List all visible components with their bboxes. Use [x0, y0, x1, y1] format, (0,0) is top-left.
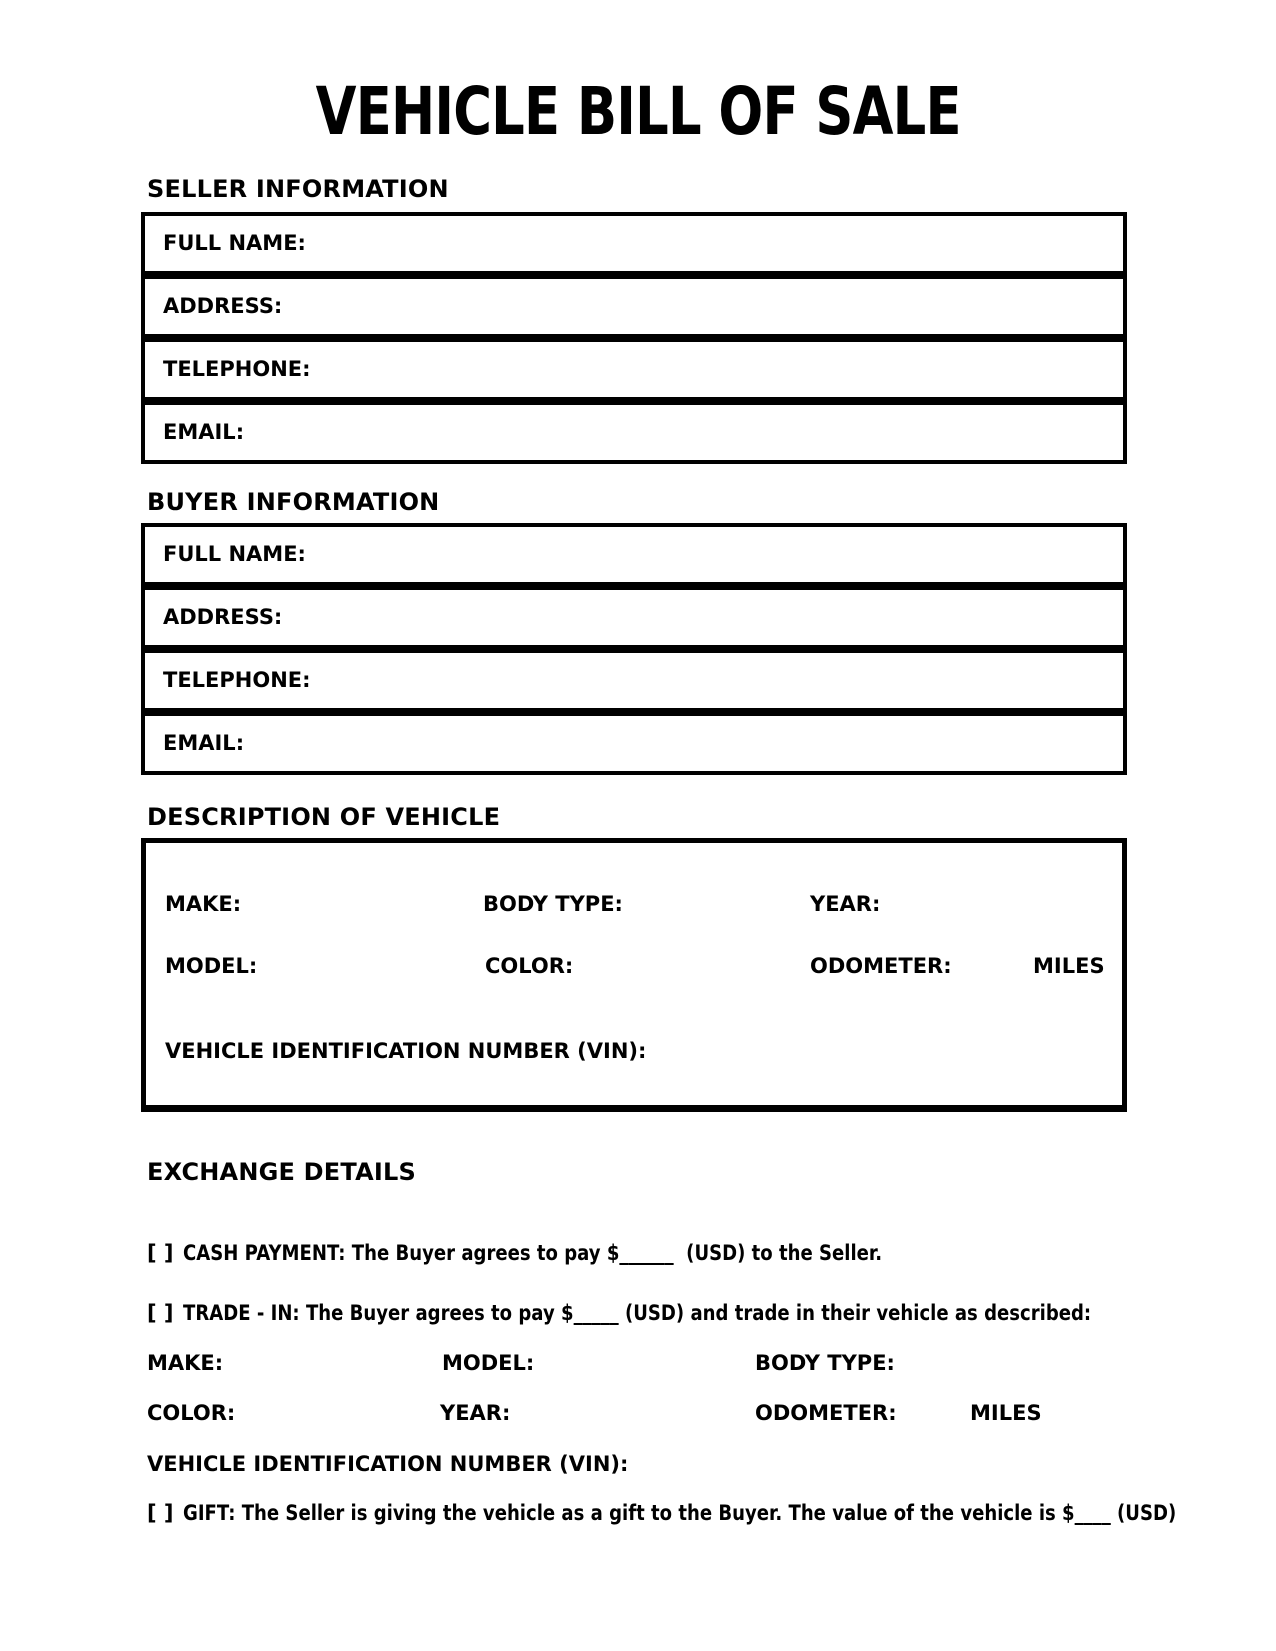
trade-odometer-label: ODOMETER:	[755, 1401, 897, 1425]
trade-vin-label: VEHICLE IDENTIFICATION NUMBER (VIN):	[147, 1452, 629, 1476]
buyer-address-field[interactable]	[141, 586, 1127, 649]
vehicle-body-type-label: BODY TYPE:	[483, 892, 623, 916]
trade-vehicle-row-2	[0, 1403, 1276, 1425]
gift-text: GIFT: The Seller is giving the vehicle as a gift to the Buyer. The value of the vehicle is $____ (USD)	[182, 1501, 1176, 1525]
gift-checkbox[interactable]: [ ]	[147, 1501, 174, 1525]
trade-in-option	[147, 1303, 1239, 1324]
seller-telephone-field[interactable]	[141, 338, 1127, 401]
trade-make-label: MAKE:	[147, 1351, 224, 1375]
trade-body-type-label: BODY TYPE:	[755, 1351, 895, 1375]
vehicle-section-heading: DESCRIPTION OF VEHICLE	[147, 803, 501, 831]
document-title-text: VEHICLE BILL OF SALE	[315, 73, 961, 150]
trade-vehicle-row-1	[0, 1353, 1276, 1375]
seller-address-field[interactable]	[141, 275, 1127, 338]
buyer-full-name-label: FULL NAME:	[163, 542, 306, 566]
vehicle-color-label: COLOR:	[485, 954, 574, 978]
cash-payment-option	[147, 1243, 995, 1264]
buyer-info-box	[141, 523, 1127, 775]
buyer-email-field[interactable]	[141, 712, 1127, 775]
seller-full-name-field[interactable]	[141, 212, 1127, 275]
seller-email-label: EMAIL:	[163, 420, 245, 444]
vehicle-make-label: MAKE:	[165, 892, 242, 916]
trade-color-label: COLOR:	[147, 1401, 236, 1425]
seller-info-box	[141, 212, 1127, 464]
buyer-full-name-field[interactable]	[141, 523, 1127, 586]
trade-model-label: MODEL:	[442, 1351, 535, 1375]
buyer-email-label: EMAIL:	[163, 731, 245, 755]
vehicle-description-box[interactable]	[141, 838, 1127, 1112]
seller-address-label: ADDRESS:	[163, 294, 283, 318]
buyer-telephone-field[interactable]	[141, 649, 1127, 712]
buyer-telephone-label: TELEPHONE:	[163, 668, 311, 692]
seller-section-heading: SELLER INFORMATION	[147, 175, 449, 203]
seller-full-name-label: FULL NAME:	[163, 231, 306, 255]
trade-in-checkbox[interactable]: [ ]	[147, 1301, 174, 1325]
seller-email-field[interactable]	[141, 401, 1127, 464]
seller-telephone-label: TELEPHONE:	[163, 357, 311, 381]
buyer-address-label: ADDRESS:	[163, 605, 283, 629]
trade-year-label: YEAR:	[440, 1401, 511, 1425]
cash-payment-text: CASH PAYMENT: The Buyer agrees to pay $______ (USD) to the Seller.	[182, 1241, 882, 1265]
trade-miles-label: MILES	[970, 1401, 1042, 1425]
vehicle-model-label: MODEL:	[165, 954, 258, 978]
trade-vin-row	[0, 1454, 1276, 1476]
gift-option	[147, 1503, 1276, 1524]
document-title	[0, 73, 1276, 150]
vehicle-odometer-label: ODOMETER:	[810, 954, 952, 978]
vehicle-year-label: YEAR:	[810, 892, 881, 916]
cash-payment-checkbox[interactable]: [ ]	[147, 1241, 174, 1265]
vehicle-miles-label: MILES	[1033, 954, 1105, 978]
trade-in-text: TRADE - IN: The Buyer agrees to pay $_____ (USD) and trade in their vehicle as described:	[182, 1301, 1091, 1325]
exchange-section-heading: EXCHANGE DETAILS	[147, 1158, 416, 1186]
buyer-section-heading: BUYER INFORMATION	[147, 488, 440, 516]
vehicle-vin-label: VEHICLE IDENTIFICATION NUMBER (VIN):	[165, 1039, 647, 1063]
